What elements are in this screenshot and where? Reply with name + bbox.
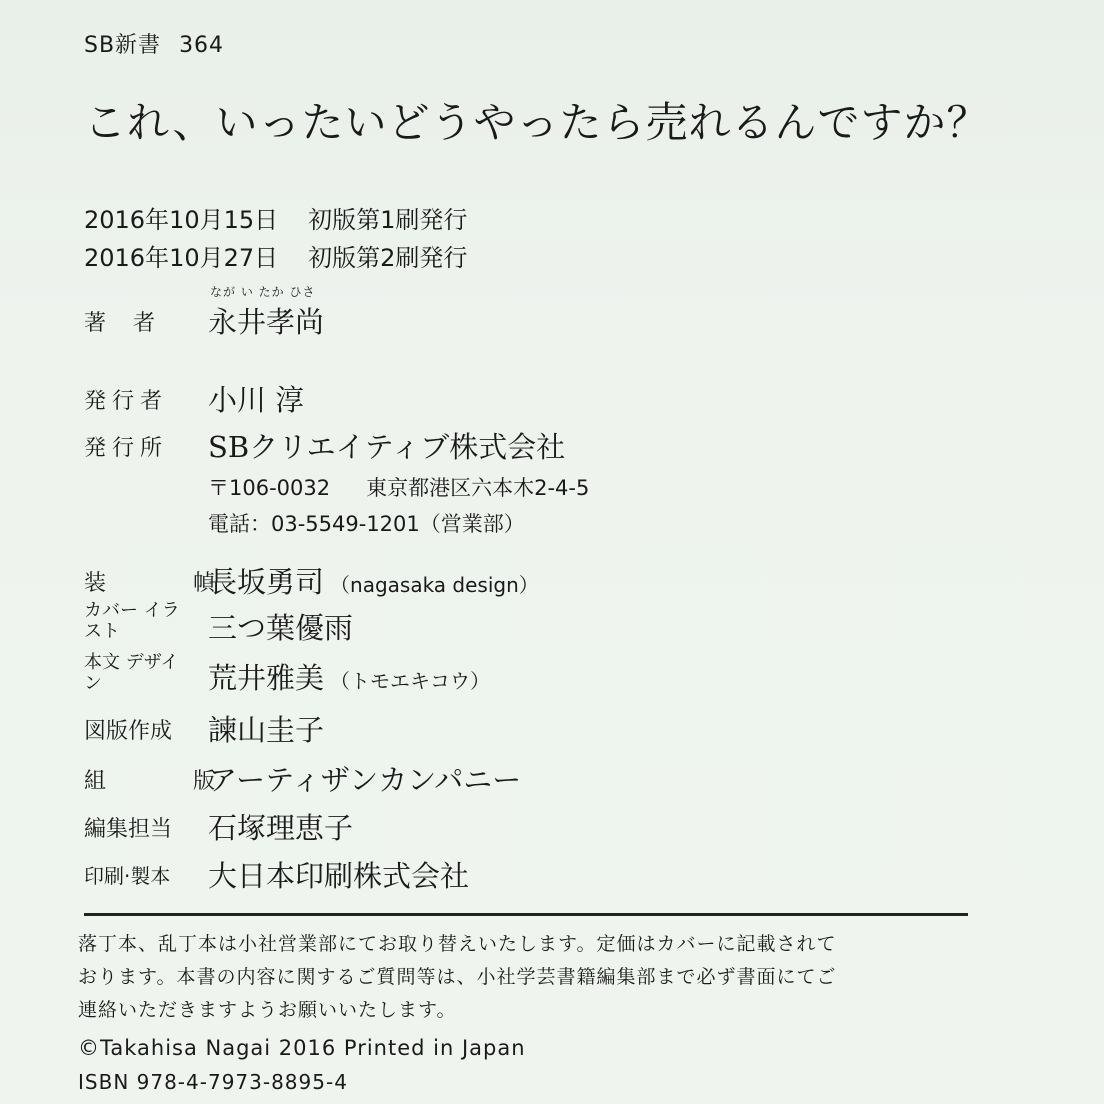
book-title: これ、いったいどうやったら売れるんですか？ bbox=[84, 98, 990, 147]
credit-label: 印刷·製本 bbox=[84, 864, 171, 888]
credit-figures bbox=[84, 708, 984, 748]
credit-publisher-person bbox=[84, 378, 984, 418]
credit-label: 発行所 bbox=[84, 436, 169, 461]
credit-printing bbox=[84, 854, 984, 894]
credit-binding bbox=[84, 560, 984, 600]
credit-label: 編集担当 bbox=[84, 817, 173, 842]
postal-code: 〒106-0032 bbox=[208, 476, 331, 500]
credit-note: （nagasaka design） bbox=[330, 573, 539, 597]
credit-name-wrap bbox=[208, 656, 490, 697]
credit-label: 組 版 bbox=[84, 769, 255, 794]
credit-name: 諫山圭子 bbox=[208, 713, 325, 747]
credit-typesetting bbox=[84, 758, 984, 798]
printing-line-2 bbox=[84, 238, 467, 273]
credit-name: 石塚理恵子 bbox=[208, 811, 354, 845]
copyright-line: ©Takahisa Nagai 2016 Printed in Japan bbox=[78, 1036, 526, 1060]
publisher-address bbox=[208, 472, 589, 502]
credit-name: 三つ葉優雨 bbox=[208, 611, 354, 645]
street-address: 東京都港区六本木2-4-5 bbox=[366, 476, 590, 500]
credit-editor bbox=[84, 806, 984, 846]
credit-name: 大日本印刷株式会社 bbox=[208, 859, 470, 893]
publisher-phone: 電話：03-5549-1201（営業部） bbox=[208, 512, 525, 536]
notice-text bbox=[78, 928, 978, 1027]
credit-publisher bbox=[84, 425, 984, 465]
credit-name: 永井孝尚 bbox=[208, 305, 325, 339]
credit-name-wrap bbox=[208, 560, 539, 601]
printing-date: 2016年10月15日 bbox=[84, 206, 279, 234]
printing-line-1 bbox=[84, 200, 467, 235]
isbn-line: ISBN 978-4-7973-8895-4 bbox=[78, 1070, 348, 1094]
credit-label: 図版作成 bbox=[84, 719, 173, 744]
notice-line: おります。本書の内容に関するご質問等は、小社学芸書籍編集部まで必ず書面にてご bbox=[78, 966, 837, 988]
credit-label: カバー イラスト bbox=[84, 600, 180, 642]
credit-name: SBクリエイティブ株式会社 bbox=[208, 430, 566, 464]
credit-label: 著 者 bbox=[84, 311, 165, 336]
notice-line: 落丁本、乱丁本は小社営業部にてお取り替えいたします。定価はカバーに記載されて bbox=[78, 933, 837, 955]
author-ruby: なが い たか ひさ bbox=[210, 285, 316, 299]
series-name: SB新書 bbox=[84, 33, 162, 58]
credit-name: 長坂勇司 bbox=[208, 565, 325, 599]
credit-label: 発行者 bbox=[84, 389, 169, 414]
series-label bbox=[84, 28, 224, 59]
credit-name: アーティザンカンパニー bbox=[208, 763, 522, 797]
printing-edition: 初版第2刷発行 bbox=[308, 244, 468, 272]
credit-text-design bbox=[84, 652, 984, 695]
notice-line: 連絡いただきますようお願いいたします。 bbox=[78, 999, 457, 1021]
printing-date: 2016年10月27日 bbox=[84, 244, 279, 272]
credit-label: 本文 デザイン bbox=[84, 652, 179, 694]
divider-rule bbox=[84, 913, 968, 916]
credit-author bbox=[84, 300, 984, 340]
credit-note: （トモエキコウ） bbox=[330, 669, 491, 693]
series-number: 364 bbox=[179, 33, 225, 58]
credit-cover-illustration bbox=[84, 600, 984, 645]
credit-label: 装 幀 bbox=[84, 571, 255, 596]
credit-name: 荒井雅美 bbox=[208, 661, 325, 695]
printing-edition: 初版第1刷発行 bbox=[308, 206, 468, 234]
credit-name: 小川 淳 bbox=[208, 383, 305, 417]
